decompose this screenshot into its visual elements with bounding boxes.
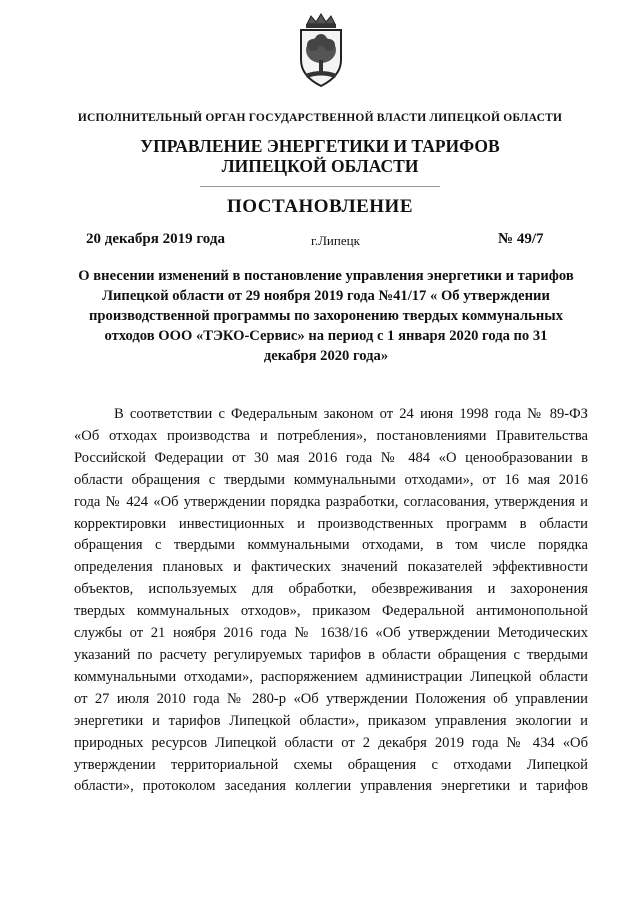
body-line: утверждении территориальной схемы обращения с отходами Липецкой bbox=[74, 756, 588, 773]
subject-line: О внесении изменений в постановление управления энергетики и тарифов bbox=[78, 268, 574, 284]
subject-line: декабря 2020 года» bbox=[263, 348, 389, 364]
department-name bbox=[0, 136, 640, 176]
body-line: года № 424 «Об утверждении порядка разработки, согласования, утверждения и bbox=[74, 493, 588, 510]
document-subject bbox=[66, 266, 586, 366]
subject-line: Липецкой области от 29 ноября 2019 года №41/17 « Об утверждении bbox=[102, 288, 550, 304]
department-name-line-2: ЛИПЕЦКОЙ ОБЛАСТИ bbox=[221, 156, 419, 176]
body-line: твердых коммунальных отходов», приказом Федеральной антимонопольной bbox=[74, 603, 588, 620]
document-type: ПОСТАНОВЛЕНИЕ bbox=[226, 196, 414, 217]
body-line: корректировки инвестиционных и производственных программ в области bbox=[74, 515, 588, 532]
document-date: 20 декабря 2019 года bbox=[86, 231, 225, 247]
subject-line: отходов ООО «ТЭКО-Сервис» на период с 1 января 2020 года по 31 bbox=[104, 328, 548, 344]
body-line: коммунальными отходами», распоряжением администрации Липецкой области bbox=[74, 668, 588, 685]
body-line: области обращения с твердыми коммунальными отходами», от 16 мая 2016 bbox=[74, 471, 588, 488]
body-line: объектов, используемых для обработки, обезвреживания и захоронения bbox=[74, 581, 588, 598]
body-line: определения плановых и фактических значений показателей эффективности bbox=[74, 559, 588, 576]
body-line: «Об отходах производства и потребления», постановлениями Правительства bbox=[74, 427, 588, 444]
header-divider bbox=[200, 186, 440, 187]
body-line: энергетики и тарифов Липецкой области», приказом управления экологии и bbox=[74, 712, 588, 729]
body-line: В соответствии с Федеральным законом от 24 июня 1998 года № 89-ФЗ bbox=[114, 406, 588, 422]
body-line: области», протоколом заседания коллегии управления энергетики и тарифов bbox=[74, 778, 588, 795]
body-line: от 27 июля 2010 года № 280-р «Об утверждении Положения об управлении bbox=[74, 690, 588, 707]
body-line: природных ресурсов Липецкой области от 2 декабря 2019 года № 434 «Об bbox=[74, 734, 588, 751]
body-line: указаний по расчету регулируемых тарифов в области обращения с твердыми bbox=[74, 646, 588, 663]
body-line: Российской Федерации от 30 мая 2016 года № 484 «О ценообразовании в bbox=[74, 449, 588, 466]
department-name-line-1: УПРАВЛЕНИЕ ЭНЕРГЕТИКИ И ТАРИФОВ bbox=[140, 136, 500, 156]
subject-line: производственной программы по захоронению твердых коммунальных bbox=[89, 308, 563, 324]
document-number: № 49/7 bbox=[498, 231, 544, 247]
body-paragraph bbox=[74, 404, 588, 798]
coat-of-arms-icon bbox=[291, 12, 351, 88]
document-city: г.Липецк bbox=[311, 233, 360, 248]
issuing-authority: ИСПОЛНИТЕЛЬНЫЙ ОРГАН ГОСУДАРСТВЕННОЙ ВЛАСТИ ЛИПЕЦКОЙ ОБЛАСТИ bbox=[77, 112, 563, 124]
body-line: обращения с твердыми коммунальными отходами, в том числе порядка bbox=[74, 537, 588, 554]
body-line: службы от 21 ноября 2016 года № 1638/16 «Об утверждении Методических bbox=[74, 625, 588, 642]
